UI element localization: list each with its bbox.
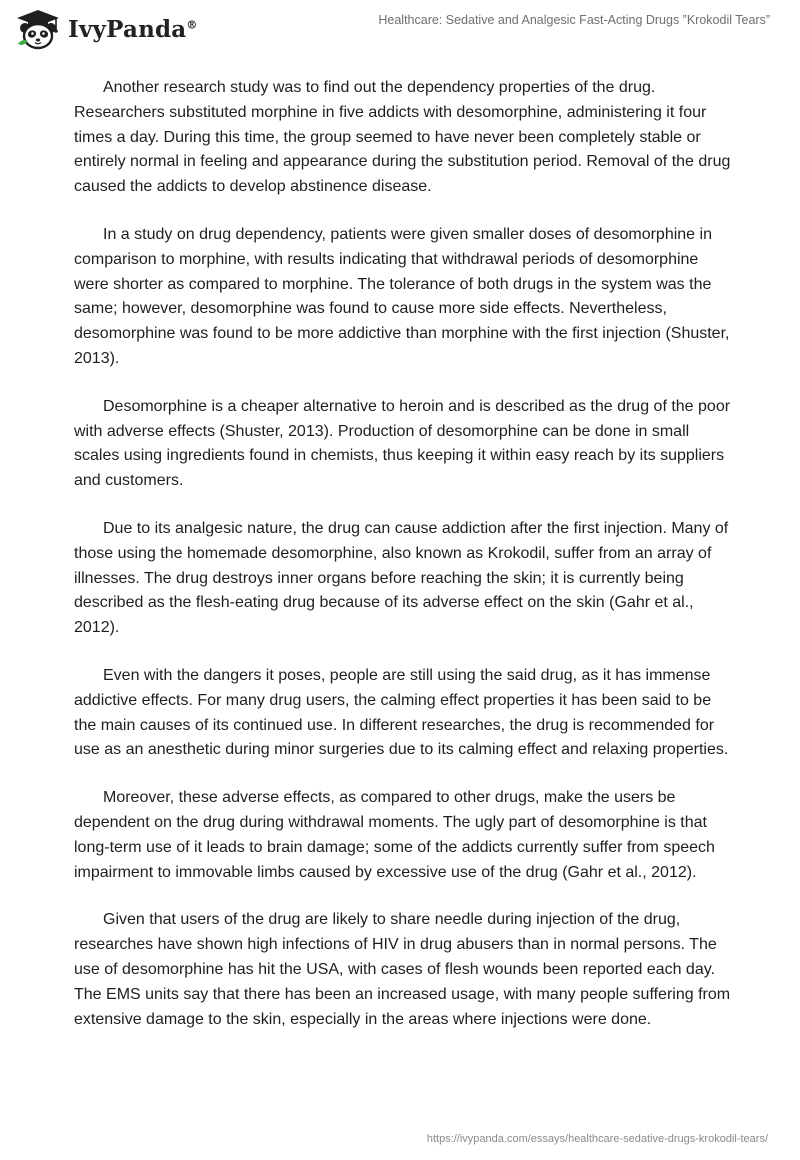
panda-graduate-icon [14,8,62,50]
paragraph: Even with the dangers it poses, people are still using the said drug, as it has immense addictive effects. For many drug users, the calming effect properties it has been said to be the main causes of its continued use. In different researches, the drug is recommended for use as an anesthetic during minor surgeries due to its calming effect and relaxing properties. [74,666,729,759]
paragraph: Desomorphine is a cheaper alternative to heroin and is described as the drug of the poor with adverse effects (Shuster, 2013). Production of desomorphine can be done in small scales using ingredients found in chemists, thus keeping it within easy reach by its suppliers and customers. [74,397,731,490]
document-title: Healthcare: Sedative and Analgesic Fast-Acting Drugs ”Krokodil Tears” [378,13,770,27]
paragraph: Due to its analgesic nature, the drug can cause addiction after the first injection. Many of those using the homemade desomorphine, also known as Krokodil, suffer from an array of illnesses. The drug destroys inner organs before reaching the skin; it is currently being described as the flesh-eating drug because of its adverse effect on the skin (Gahr et al., 2012). [74,519,729,637]
brand-name: IvyPanda® [68,15,198,43]
paragraph: Another research study was to find out the dependency properties of the drug. Researchers substituted morphine in five addicts with desomorphine, administering it four times a day. During this time, the group seemed to have never been completely stable or entirely normal in feeling and appearance during the substitution period. Removal of the drug caused the addicts to develop abstinence disease. [74,79,731,196]
paragraph: In a study on drug dependency, patients were given smaller doses of desomorphine in comparison to morphine, with results indicating that withdrawal periods of desomorphine were shorter as compared to morphine. The tolerance of both drugs in the system was the same; however, desomorphine was found to cause more side effects. Nevertheless, desomorphine was found to be more addictive than morphine with the first injection (Shuster, 2013). [74,225,730,367]
page-header [0,0,800,70]
ivypanda-logo[interactable] [14,8,198,50]
source-url[interactable]: https://ivypanda.com/essays/healthcare-sedative-drugs-krokodil-tears/ [426,1133,768,1145]
registered-mark: ® [186,17,198,31]
essay-body [74,76,734,1055]
paragraph: Given that users of the drug are likely to share needle during injection of the drug, researches have shown high infections of HIV in drug abusers than in normal persons. The use of desomorphine has hit the USA, with cases of flesh wounds been reported each day. The EMS units say that there has been an increased usage, with many people suffering from extensive damage to the skin, especially in the areas where injections were done. [74,911,731,1028]
paragraph: Moreover, these adverse effects, as compared to other drugs, make the users be dependent on the drug during withdrawal moments. The ugly part of desomorphine is that long-term use of it leads to brain damage; some of the addicts currently suffer from speech impairment to immovable limbs caused by excessive use of the drug (Gahr et al., 2012). [74,789,715,881]
